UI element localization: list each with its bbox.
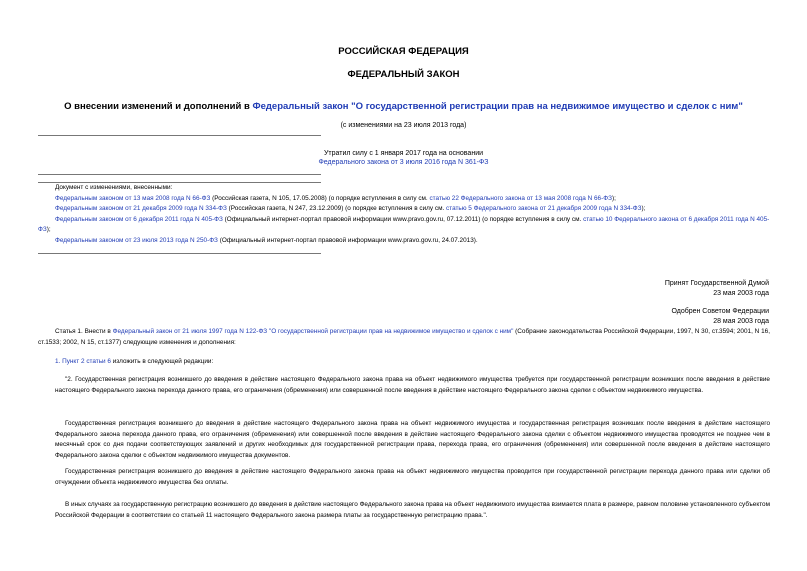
duma-date: 23 мая 2003 года xyxy=(713,290,769,297)
amendment-article-link[interactable]: статью 10 Федерального закона от 6 декабря 2011 года N 405-ФЗ xyxy=(38,215,770,233)
amendment-law-link[interactable]: Федеральным законом от 13 мая 2008 года N 66-ФЗ xyxy=(55,194,211,202)
paragraph-2: Государственная регистрация возникшего до введения в действие настоящего Федерального закона права на объект недвижимого имущества и государственная регистрация возникших после введения в действие настоящего Федерального закона перехода данного права, его ограничения (обременения) или совершенной после введения в действие настоящего Федерального закона сделки с объектом недвижимого имущества проводятся не позднее чем в месячный срок со дня подачи соответствующих заявлений и других необходимых для государственной регистрации права, перехода права, его ограничения (обременения) или совершенной после введения в действие настоящего Федерального закона сделки с объектом недвижимого имущества документов. xyxy=(55,420,770,459)
paragraph-1: "2. Государственная регистрация возникшего до введения в действие настоящего Федерального закона права на объект недвижимого имущества требуется при государственной регистрации возникших после введения в действие настоящего Федерального закона перехода данного права, его ограничения (обременения) или совершенной после введения в действие настоящего Федерального закона сделки с объектом недвижимого имущества. xyxy=(55,376,770,394)
doc-type-heading: ФЕДЕРАЛЬНЫЙ ЗАКОН xyxy=(347,69,460,80)
point-1: 1. Пункт 2 статьи 6 изложить в следующей редакции: xyxy=(55,358,214,365)
council-approval: Одобрен Советом Федерации xyxy=(671,308,769,315)
amendment-law-link[interactable]: Федеральным законом от 21 декабря 2009 года N 334-ФЗ xyxy=(55,205,227,212)
title-law-link[interactable]: Федеральный закон "О государственной регистрации прав на недвижимое имущество и сделок с ним" xyxy=(252,101,743,112)
amendment-law-link[interactable]: Федеральным законом от 23 июля 2013 года N 250-ФЗ xyxy=(55,236,218,244)
amendment-law-link[interactable]: Федеральным законом от 6 декабря 2011 года N 405-ФЗ xyxy=(55,215,223,223)
amendment-article-link[interactable]: статью 5 Федерального закона от 21 декабря 2009 года N 334-ФЗ xyxy=(446,205,642,212)
amendment-article-link[interactable]: статью 22 Федерального закона от 13 мая 2008 года N 66-ФЗ xyxy=(429,194,612,202)
document-title xyxy=(0,101,807,112)
article-6-link[interactable]: Пункт 2 статьи 6 xyxy=(62,358,111,365)
article-1: Статья 1. Внести в Федеральный закон от 21 июля 1997 года N 122-ФЗ "О государственной регистрации прав на недвижимое имущество и сделок с ним" (Собрание законодательства Российской Федерации, 1997, N 30, ст.3594; 2001, N 16, ст.1533; 2002, N 15, ст.1377) следующие изменения и дополнения: xyxy=(38,328,771,346)
edition-note: (с изменениями на 23 июля 2013 года) xyxy=(340,122,467,129)
paragraph-4: В иных случаях за государственную регистрацию возникшего до введения в действие настоящего Федерального закона права на объект недвижимого имущества взимается плата в размере, равном половине установленного субъектом Российской Федерации в соответствии со статьей 11 настоящего Федерального закона размера платы за государственную регистрацию права.". xyxy=(55,501,770,519)
divider xyxy=(38,135,321,136)
list-item: Федеральным законом от 23 июля 2013 года N 250-ФЗ (Официальный интернет-портал правовой информации www.pravo.gov.ru, 24.07.2013). xyxy=(55,236,478,244)
amendments-block xyxy=(38,183,770,246)
repeal-law-link[interactable]: Федерального закона от 3 июля 2016 года N 361-ФЗ xyxy=(318,159,489,166)
list-item: Федеральным законом от 21 декабря 2009 года N 334-ФЗ (Российская газета, N 247, 23.12.2009) (о порядке вступления в силу см. статью 5 Федерального закона от 21 декабря 2009 года N 334-ФЗ); xyxy=(55,205,646,212)
amendments-intro: Документ с изменениями, внесенными: xyxy=(55,184,173,191)
country-heading: РОССИЙСКАЯ ФЕДЕРАЦИЯ xyxy=(338,46,469,57)
divider xyxy=(38,174,321,175)
duma-adoption: Принят Государственной Думой xyxy=(664,280,769,287)
repeal-status: Утратил силу с 1 января 2017 года на основании xyxy=(323,150,484,157)
list-item: Федеральным законом от 6 декабря 2011 года N 405-ФЗ (Официальный интернет-портал правовой информации www.pravo.gov.ru, 07.12.2011) (о порядке вступления в силу см. статью 10 Федерального закона от 6 декабря 2011 года N 405-ФЗ); xyxy=(38,215,770,233)
amended-law-link[interactable]: Федеральный закон от 21 июля 1997 года N 122-ФЗ "О государственной регистрации прав на недвижимое имущество и сделок с ним" xyxy=(112,328,514,335)
divider xyxy=(38,253,321,254)
paragraph-3: Государственная регистрация возникшего до введения в действие настоящего Федерального закона права на объект недвижимого имущества проводится при государственной регистрации перехода данного права или сделки об отчуждении объекта недвижимого имущества без оплаты. xyxy=(55,468,770,486)
list-item: Федеральным законом от 13 мая 2008 года N 66-ФЗ (Российская газета, N 105, 17.05.2008) (о порядке вступления в силу см. статью 22 Федерального закона от 13 мая 2008 года N 66-ФЗ); xyxy=(55,194,616,202)
title-prefix: О внесении изменений и дополнений в xyxy=(64,101,253,112)
council-date: 28 мая 2003 года xyxy=(713,318,769,325)
